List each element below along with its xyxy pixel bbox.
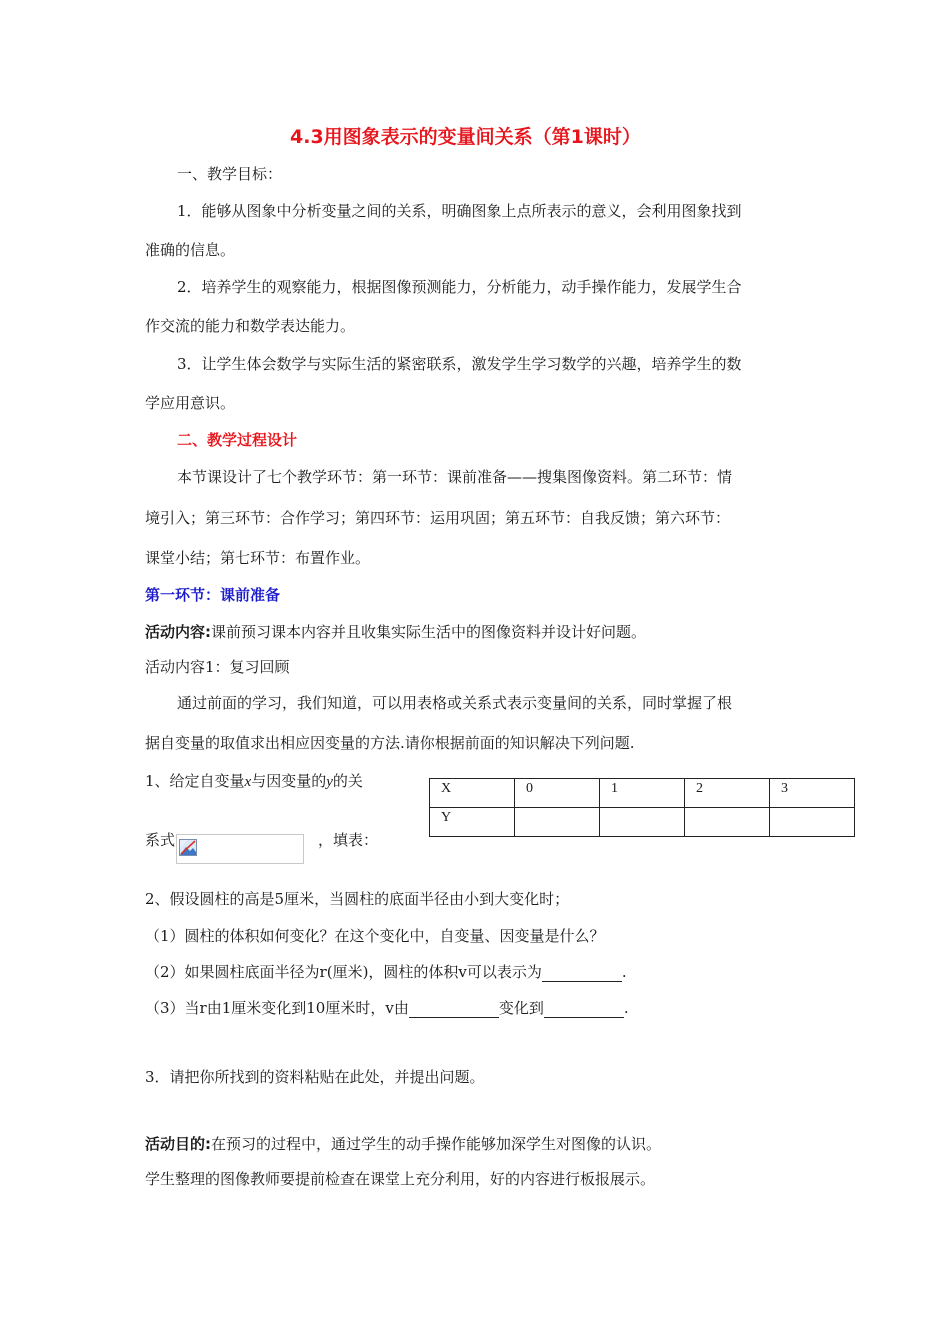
q1-text-c: 的关 — [332, 772, 363, 790]
q2-sub3-end: . — [623, 999, 629, 1017]
goal1-line1: 1．能够从图象中分析变量之间的关系，明确图象上点所表示的意义，会利用图象找到 — [177, 202, 742, 220]
stage1-heading: 第一环节：课前准备 — [145, 586, 281, 604]
goal3-line2: 学应用意识。 — [145, 394, 236, 412]
section1-heading: 一、教学目标： — [177, 165, 283, 183]
q2-sub3-text-a: （3）当r由1厘米变化到10厘米时，v由 — [145, 999, 409, 1017]
table-row — [430, 779, 855, 808]
activity1-label: 活动内容1：复习回顾 — [145, 658, 290, 676]
question1-line1 — [145, 771, 363, 792]
table-cell: 2 — [685, 779, 770, 808]
table-cell: X — [430, 779, 515, 808]
answer-blank[interactable] — [544, 1000, 624, 1018]
activity-content — [145, 622, 646, 642]
xy-table — [429, 778, 855, 837]
activity-text: 课前预习课本内容并且收集实际生活中的图像资料并设计好问题。 — [211, 623, 647, 641]
question1-line2-b: ，填表： — [318, 831, 379, 849]
q1-text-a: 1、给定自变量 — [145, 772, 245, 790]
table-cell[interactable] — [600, 808, 685, 837]
review-line2: 据自变量的取值求出相应因变量的方法.请你根据前面的知识解决下列问题. — [145, 734, 635, 752]
purpose-line2: 学生整理的图像教师要提前检查在课堂上充分利用，好的内容进行板报展示。 — [145, 1170, 656, 1188]
q1-text-b: 与因变量的 — [251, 772, 327, 790]
goal2-line2: 作交流的能力和数学表达能力。 — [145, 317, 356, 335]
table-cell[interactable] — [515, 808, 600, 837]
goal3-line1: 3．让学生体会数学与实际生活的紧密联系，激发学生学习数学的兴趣，培养学生的数 — [177, 355, 742, 373]
section2-intro-line1: 本节课设计了七个教学环节：第一环节：课前准备——搜集图像资料。第二环节：情 — [177, 468, 733, 486]
q2-sub3-text-b: 变化到 — [498, 999, 544, 1017]
broken-image-icon — [179, 839, 197, 856]
table-cell[interactable] — [685, 808, 770, 837]
section2-heading: 二、教学过程设计 — [177, 431, 298, 449]
goal2-line1: 2．培养学生的观察能力，根据图像预测能力，分析能力，动手操作能力，发展学生合 — [177, 278, 742, 296]
table-cell: Y — [430, 808, 515, 837]
q1-var-x: x — [244, 774, 252, 790]
activity-purpose — [145, 1134, 661, 1154]
review-line1: 通过前面的学习，我们知道，可以用表格或关系式表示变量间的关系，同时掌握了根 — [177, 694, 733, 712]
purpose-label: 活动目的: — [145, 1135, 211, 1153]
table-cell[interactable] — [770, 808, 855, 837]
purpose-text: 在预习的过程中，通过学生的动手操作能够加深学生对图像的认识。 — [211, 1135, 662, 1153]
answer-blank[interactable] — [542, 964, 622, 982]
goal1-line2: 准确的信息。 — [145, 241, 236, 259]
question1-line2-a: 系式 — [145, 831, 176, 849]
question2-sub2 — [145, 962, 627, 982]
answer-blank[interactable] — [409, 1000, 499, 1018]
question2-sub3 — [145, 998, 629, 1018]
table-cell: 0 — [515, 779, 600, 808]
table-cell: 1 — [600, 779, 685, 808]
q2-sub2-end: . — [621, 963, 627, 981]
question2-sub1: （1）圆柱的体积如何变化？在这个变化中，自变量、因变量是什么？ — [145, 927, 605, 945]
formula-image-placeholder — [176, 834, 304, 864]
question2-stem: 2、假设圆柱的高是5厘米，当圆柱的底面半径由小到大变化时； — [145, 890, 570, 908]
q1-var-y: y — [326, 774, 333, 790]
page-title: 4.3用图象表示的变量间关系（第1课时） — [290, 126, 641, 148]
activity-label: 活动内容: — [145, 623, 211, 641]
section2-intro-line2: 境引入；第三环节：合作学习；第四环节：运用巩固；第五环节：自我反馈；第六环节： — [145, 509, 731, 527]
question3: 3．请把你所找到的资料粘贴在此处，并提出问题。 — [145, 1068, 485, 1086]
section2-intro-line3: 课堂小结；第七环节：布置作业。 — [145, 549, 371, 567]
table-row — [430, 808, 855, 837]
table-cell: 3 — [770, 779, 855, 808]
q2-sub2-text: （2）如果圆柱底面半径为r(厘米)，圆柱的体积v可以表示为 — [145, 963, 542, 981]
